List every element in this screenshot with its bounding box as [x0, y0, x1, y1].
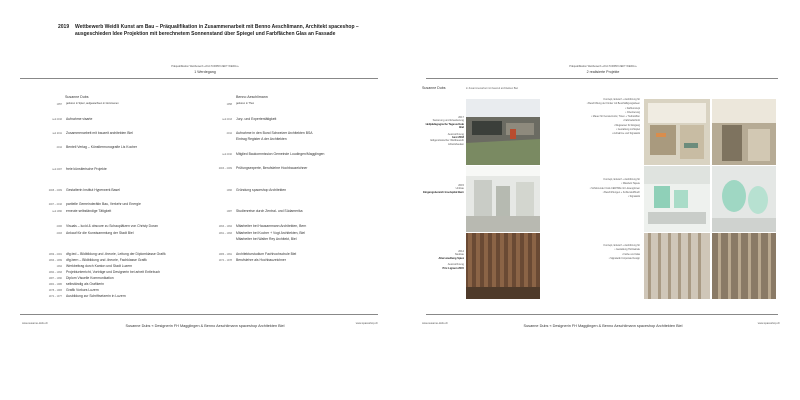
project2-photo-main: [466, 166, 540, 232]
left-page: Präqualifikation Wettbewerb «KULTURPROJEKT WEIDLI» 1 Werdegang Susanne Dubs Benno Aeschlimann 1957 geboren in Spiez, aufgewachsen in Gümmenen seit 2016 Aufnahme visarte seit 2011 Zusammenarbeit mit bauzeit architekten Biel 2012 Benteli Verlag – Künstlermonografie Lis Kocher seit 2007 freie künstlerische Projekte 2008 – 2009 Gestalterin Institut Hyperwerk Basel 2007 – 2016 partielle Gemeinderätin Bau, Verkehr und Energie seit 1990 erneute selbständige Tätigkeit 2006 Visuals – lucid & obscure zu Schauplätzen von Christy Doran 2003 Ankauf für die Kunstsammlung der Stadt Biel 1999 – 2001 dfg.ted – Bildbildung und -theorie, Leitung der Diplomklasse Grafik 1996 – 1999 dfg.bern – Bildbildung und -theorie, Fachklasse Grafik 1994 Werkbeitrag durch Kanton und Stadt Luzern 1990 – 1993 Projektunterricht, Vorträge und Designerin bei arbeit Entlebuch 1987 – 1990 Diplom Visuelle Kommunikation 1984 – 1986 selbständig als Grafikerin 1978 – 1983 Grafik Vorkurs Luzern 1972 – 1977 Ausbildung zur Schriftsetzerin in Luzern 1958 geboren in Thun seit 2013 Jury- und Expertentätigkeit 2012 Aufnahme in den Bund Schweizer Architekten BSA Eintrag Register A der Architekten seit 2010 Mitglied Baukommission Gemeinde Loudingen/Magglingen 2003 – 2009 Prüfungsexperte, Berufslehre Hochbauzeichner 1996 Gründung spaceshop Architekten 1987 Studienreise durch Zentral- und Südamerika 1993 – 1994 Mitarbeiter bei Hausammann Architekten, Bern 1991 – 1993 Mitarbeiter bei Kocher + Vogt Architekten, Biel Mitarbeiter bei Walter Rey Architekt, Biel 1986 – 1991 Architekturstudium Fachhochschule Biel 1974 – 1978 Berufslehre als Hochbauzeichner www.susanne-dubs.ch Susanne Dubs « Designerin FH Magglingen & Benno Aeschlimann spaceshop Architekten Biel www.spaceshop.ch: [20, 62, 390, 334]
project1-label: 2017 Sanierung und Erweiterung Heilpädagogische Tagesschule Biel Auszeichnung best 2018 Eidgenössischer Wettbewerb Arbeitsbauten: [425, 116, 464, 146]
project3-photo-main: [466, 233, 540, 299]
project1-photo-2: [644, 99, 710, 165]
header-year: 2019: [58, 24, 70, 30]
right-footer-right: www.spaceshop.ch: [757, 322, 780, 325]
left-section-title: 1 Werdegang: [194, 70, 216, 74]
project1-photo-main: [466, 99, 540, 165]
left-footer-right: www.spaceshop.ch: [355, 322, 378, 325]
right-section-title: 2 realisierte Projekte: [586, 70, 620, 74]
left-kicker: Präqualifikation Wettbewerb «KULTURPROJEKT WEIDLI»: [171, 65, 239, 68]
project2-label: 2015 Umbau Eingangsbereich Inselspital Bern: [423, 184, 464, 194]
right-top-rule: [426, 78, 778, 79]
project1-photo-3: [712, 99, 776, 165]
person2-name: Benno Aeschlimann: [236, 95, 268, 99]
right-page: [418, 62, 788, 334]
project3-photo-2: [644, 233, 710, 299]
left-footer-center: Susanne Dubs « Designerin FH Magglingen & Benno Aeschlimann spaceshop Architekten Biel: [125, 324, 285, 328]
project3-photo-3: [712, 233, 776, 299]
left-footer-left: www.susanne-dubs.ch: [22, 322, 48, 325]
right-person-sub: in Zusammenarbeit mit bauzeit architekten Biel: [466, 87, 518, 90]
right-kicker: Präqualifikation Wettbewerb «KULTURPROJEKT WEIDLI»: [569, 65, 637, 68]
person1-name: Susanne Dubs: [65, 95, 89, 99]
right-footer-center: Susanne Dubs « Designerin FH Magglingen & Benno Aeschlimann spaceshop Architekten Biel: [523, 324, 683, 328]
header-text: Wettbewerb Weidli Kunst am Bau – Präqualifikation in Zusammenarbeit mit Benno Aeschlimann, Architekt spaceshop – ausgeschieden Idee Projektion mit berechnetem Sonnenstand über Spiegel und Farbflächen Glas an Fassade: [75, 24, 359, 37]
project2-photo-2: [644, 166, 710, 232]
project3-items: Konzept, Entwurf + Ausführung für • Gestaltung Holzwände • Farbe und Glas • Signaletik Corporate Design: [603, 244, 640, 260]
right-footer-left: www.susanne-dubs.ch: [422, 322, 448, 325]
right-bottom-rule: [426, 314, 778, 315]
project1-items: Konzept, Entwurf + Ausführung für • Beschriftung der Kinder mit Beschäftigungsideen • Farbkonzept • Orientierung • Mauer für Fenstermotiv, Türen + Treibstoffen • Fahrradschrott • Wegweiser für Eingang • Gestaltung Lichtspiel • Aufnahme und Signaletik: [586, 98, 640, 136]
left-bottom-rule: [20, 314, 378, 315]
left-top-rule: [20, 78, 378, 79]
project2-items: Konzept, Entwurf + Ausführung für • Wandeln Tapete • Schützender Cork-CENTRE mit Löwengrünen • Beschriftungen + Kohlenstoffbuch • Signaletik: [589, 178, 640, 199]
project2-photo-3: [712, 166, 776, 232]
project3-label: 2014 Neubau Alterssiedlung Spiez Auszeichnung Prix Lignum 2015: [438, 250, 464, 270]
right-person-name: Susanne Dubs: [422, 86, 446, 90]
